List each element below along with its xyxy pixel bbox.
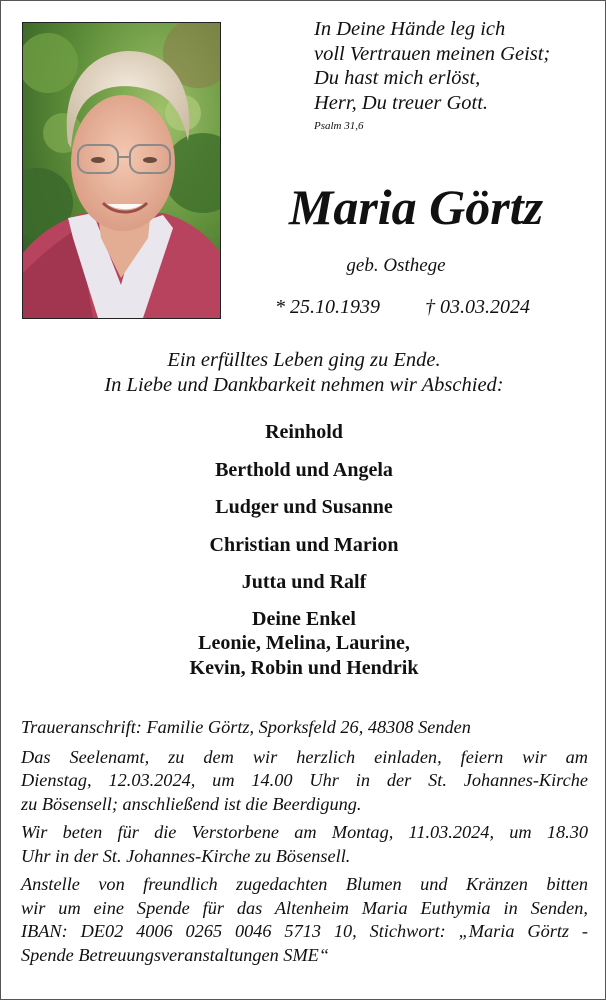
donation-notice (21, 873, 588, 967)
bible-verse (314, 17, 594, 115)
intro-line-1: Ein erfülltes Leben ging zu Ende. (167, 349, 441, 371)
donation-line: wir um eine Spende für das Altenheim Maria Euthymia in Senden, (21, 897, 588, 918)
farewell-intro (1, 348, 606, 398)
family-member: Ludger und Susanne (215, 496, 393, 518)
verse-line: voll Vertrauen meinen Geist; (314, 42, 551, 65)
grandchildren-title: Deine Enkel (252, 607, 356, 630)
mourning-address: Traueranschrift: Familie Görtz, Sporksfeld 26, 48308 Senden (21, 717, 471, 737)
grandchildren-line: Leonie, Melina, Laurine, (198, 632, 410, 654)
family-member: Jutta und Ralf (241, 571, 367, 593)
donation-line: Anstelle von freundlich zugedachten Blumen und Kränzen bitten (21, 874, 588, 894)
requiem-line: zu Bösensell; anschließend ist die Beerdigung. (21, 793, 362, 814)
donation-line: Spende Betreuungsveranstaltungen SME“ (21, 944, 330, 965)
birth-date: * 25.10.1939 (275, 296, 380, 318)
grandchildren-line: Kevin, Robin und Hendrik (189, 656, 419, 679)
family-list (1, 419, 606, 680)
verse-line: Herr, Du treuer Gott. (314, 91, 489, 114)
prayer-notice (21, 821, 588, 868)
requiem-notice (21, 746, 588, 817)
portrait-photo (22, 22, 221, 319)
family-member: Berthold und Angela (215, 458, 393, 481)
intro-line-2: In Liebe und Dankbarkeit nehmen wir Abschied: (104, 374, 504, 396)
prayer-line: Wir beten für die Verstorbene am Montag, 11.03.2024, um 18.30 (21, 822, 588, 842)
donation-line: IBAN: DE02 4006 0265 0046 5713 10, Stichwort: „Maria Görtz - (21, 921, 588, 941)
funeral-details (21, 716, 588, 972)
verse-source: Psalm 31,6 (314, 120, 364, 132)
family-member: Christian und Marion (209, 533, 399, 556)
requiem-line: Das Seelenamt, zu dem wir herzlich einladen, feiern wir am (21, 746, 588, 767)
verse-line: In Deine Hände leg ich (314, 18, 506, 40)
verse-line: Du hast mich erlöst, (314, 67, 481, 89)
requiem-line: Dienstag, 12.03.2024, um 14.00 Uhr in der St. Johannes-Kirche (21, 770, 588, 790)
deceased-name: Maria Görtz (288, 179, 544, 235)
life-dates (275, 296, 565, 319)
death-date: † 03.03.2024 (425, 296, 530, 318)
prayer-line: Uhr in der St. Johannes-Kirche zu Bösensell. (21, 845, 351, 866)
portrait-image (23, 23, 220, 318)
maiden-name: geb. Osthege (346, 255, 446, 276)
grandchildren (1, 607, 606, 681)
family-member: Reinhold (265, 421, 343, 443)
